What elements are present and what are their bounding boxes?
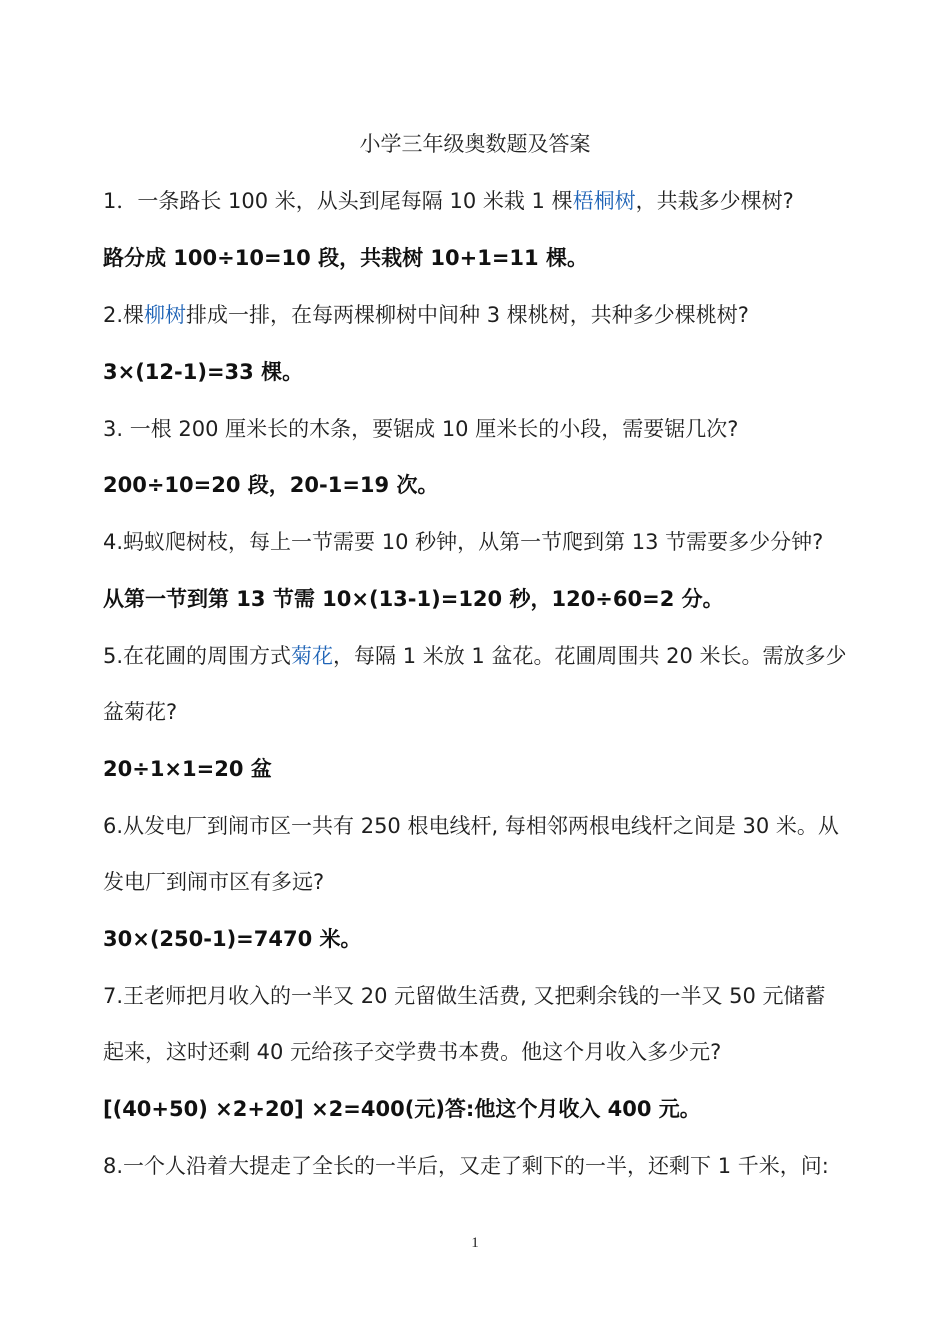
question-7: 7.王老师把月收入的一半又 20 元留做生活费, 又把剩余钱的一半又 50 元储蓄: [103, 984, 826, 1008]
question-5-text: 5.在花圃的周围方式: [103, 644, 292, 668]
answer-5: 20÷1×1=20 盆: [103, 757, 272, 781]
question-6: 6.从发电厂到闹市区一共有 250 根电线杆, 每相邻两根电线杆之间是 30 米。从: [103, 814, 839, 838]
question-2: [103, 299, 853, 331]
question-1-text-end: ，共栽多少棵树?: [635, 189, 794, 213]
question-2-link[interactable]: 柳树: [144, 303, 187, 327]
answer-7: [(40+50) ×2+20] ×2=400(元)答:他这个月收入 400 元。: [103, 1097, 701, 1121]
question-5-link[interactable]: 菊花: [291, 644, 334, 668]
answer-2: 3×(12-1)=33 棵。: [103, 360, 304, 384]
question-1-text: 1．一条路长 100 米，从头到尾每隔 10 米栽 1 棵: [103, 189, 573, 213]
page-number: 1: [471, 1235, 479, 1251]
question-5-line-2: 盆菊花?: [103, 700, 178, 724]
question-7-line-2: 起来，这时还剩 40 元给孩子交学费书本费。他这个月收入多少元?: [103, 1040, 722, 1064]
answer-6: 30×(250-1)=7470 米。: [103, 927, 362, 951]
question-5: [103, 640, 853, 672]
question-2-text-end: 排成一排，在每两棵柳树中间种 3 棵桃树，共种多少棵桃树?: [186, 303, 749, 327]
question-1-link[interactable]: 梧桐树: [572, 189, 636, 213]
question-4: 4.蚂蚁爬树枝，每上一节需要 10 秒钟，从第一节爬到第 13 节需要多少分钟?: [103, 530, 824, 554]
question-8: 8.一个人沿着大提走了全长的一半后，又走了剩下的一半，还剩下 1 千米，问:: [103, 1154, 829, 1178]
answer-3: 200÷10=20 段，20-1=19 次。: [103, 473, 439, 497]
question-2-text: 2.棵: [103, 303, 145, 327]
document-title: 小学三年级奥数题及答案: [359, 132, 591, 156]
question-3: 3. 一根 200 厘米长的木条，要锯成 10 厘米长的小段，需要锯几次?: [103, 417, 739, 441]
question-1: [103, 185, 853, 217]
answer-4: 从第一节到第 13 节需 10×(13-1)=120 秒，120÷60=2 分。: [103, 587, 724, 611]
answer-1: 路分成 100÷10=10 段，共栽树 10+1=11 棵。: [103, 246, 588, 270]
question-5-text-end: ，每隔 1 米放 1 盆花。花圃周围共 20 米长。需放多少: [333, 644, 847, 668]
question-6-line-2: 发电厂到闹市区有多远?: [103, 870, 325, 894]
